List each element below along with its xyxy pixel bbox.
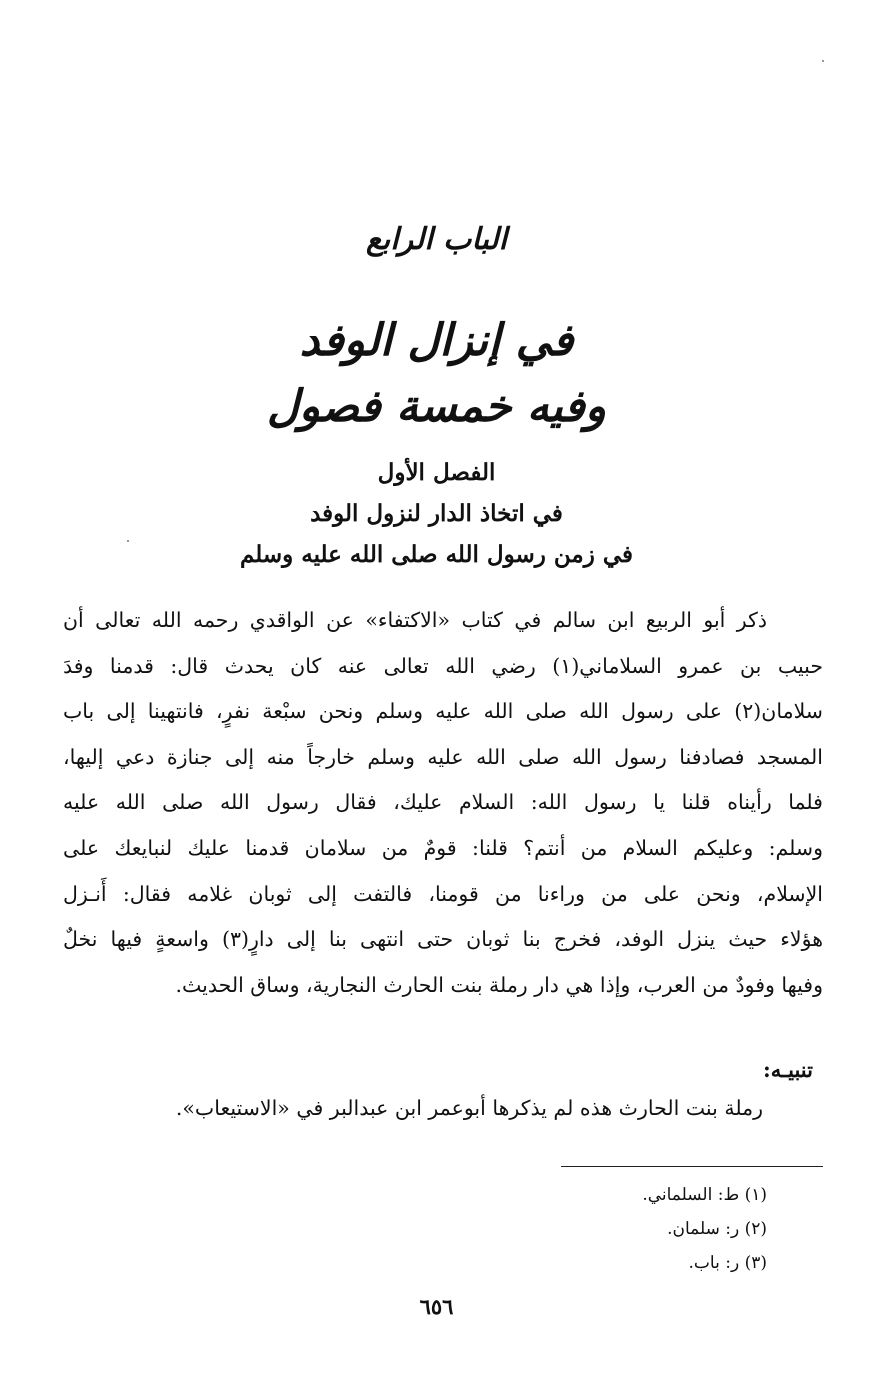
footnotes <box>367 1178 767 1280</box>
body-line: الإسلام، ونحن على من وراءنا من قومنا، فالتفت إلى ثوبان غلامه فقال: أَنـزل <box>63 881 823 906</box>
footnote-item: (٢) ر: سلمان. <box>667 1219 767 1239</box>
note-block <box>53 1052 813 1128</box>
scan-speck <box>822 60 824 62</box>
body-line: ذكر أبو الربيع ابن سالم في كتاب «الاكتفاء» عن الواقدي رحمه الله تعالى أن <box>63 608 767 632</box>
body-line: حبيب بن عمرو السلاماني(١) رضي الله تعالى عنه كان يحدث قال: قدمنا وفدَ <box>63 653 823 678</box>
body-line: المسجد فصادفنا رسول الله صلى الله عليه وسلم خارجاً منه إلى جنازة دعي إليها، <box>63 744 823 769</box>
chapter-title: الباب الرابع <box>365 222 508 257</box>
footnote-divider <box>561 1166 823 1167</box>
note-text: رملة بنت الحارث هذه لم يذكرها أبوعمر ابن عبدالبر في «الاستيعاب». <box>175 1096 763 1120</box>
footnote-item: (٣) ر: باب. <box>688 1253 767 1273</box>
note-heading: تنبيـه: <box>762 1057 813 1082</box>
body-line: وفيها وفودٌ من العرب، وإذا هي دار رملة بنت الحارث النجارية، وساق الحديث. <box>175 972 823 997</box>
body-line: فلما رأيناه قلنا يا رسول الله: السلام عليك، فقال رسول الله صلى الله عليه <box>63 790 823 815</box>
chapter-subtitle-line: في إنزال الوفد <box>299 315 574 366</box>
body-paragraph <box>63 598 823 1008</box>
section-heading-line: في زمن رسول الله صلى الله عليه وسلم <box>239 541 634 568</box>
chapter-subtitle-line: وفيه خمسة فصول <box>266 381 607 432</box>
page-number: ٦٥٦ <box>419 1294 454 1319</box>
body-line: وسلم: وعليكم السلام من أنتم؟ قلنا: قومٌ من سلامان قدمنا عليك لنبايعك على <box>63 835 823 860</box>
body-line: هؤلاء حيث ينزل الوفد، فخرج بنا ثوبان حتى انتهى بنا إلى دارٍ(٣) واسعةٍ فيها نخلٌ <box>63 927 824 952</box>
body-line: سلامان(٢) على رسول الله صلى الله عليه وسلم ونحن سبْعة نفرٍ، فانتهينا إلى باب <box>63 699 823 724</box>
chapter-subtitle <box>0 308 873 440</box>
footnote-item: (١) ط: السلماني. <box>642 1185 767 1205</box>
section-heading-line: الفصل الأول <box>377 459 496 486</box>
section-heading-line: في اتخاذ الدار لنزول الوفد <box>310 500 563 527</box>
section-heading <box>0 452 873 575</box>
